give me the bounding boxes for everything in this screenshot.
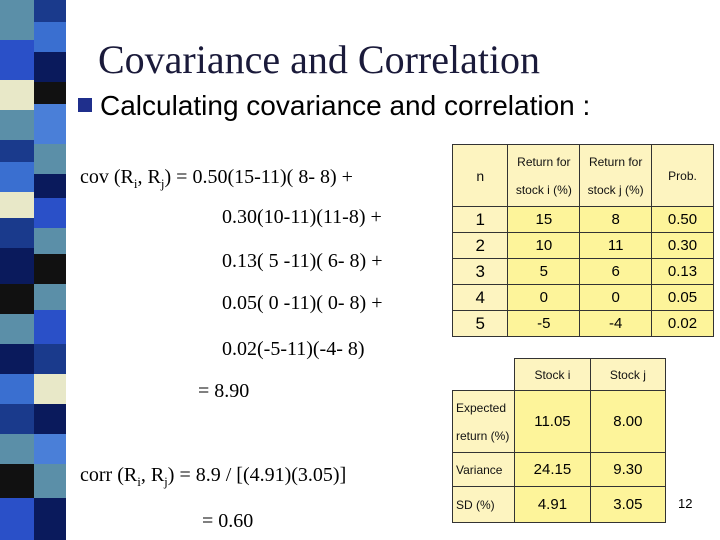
slide-title: Covariance and Correlation: [98, 37, 541, 82]
header-return-j: Return for stock j (%): [580, 145, 652, 207]
header-prob: Prob.: [652, 145, 714, 207]
table-row: SD (%) 4.91 3.05: [453, 487, 666, 523]
table-row: 3 5 6 0.13: [453, 259, 714, 285]
row-label-expected: Expected return (%): [453, 391, 515, 453]
table-row: 1 15 8 0.50: [453, 207, 714, 233]
page-number: 12: [678, 496, 693, 511]
stats-table: [452, 358, 666, 523]
table-row: Expected return (%) 11.05 8.00: [453, 391, 666, 453]
bullet-text: Calculating covariance and correlation :: [100, 90, 591, 121]
cov-line-1: cov ($R_i$, $R_j) = 0.50(15-11)$( 8- 8) +: [80, 166, 353, 191]
decorative-stripe: [0, 0, 66, 540]
cov-line-4: 0.05( 0 -11)( 0- 8) +: [222, 292, 383, 314]
header-stock-i: Stock i: [515, 359, 591, 391]
table-row: 4 0 0 0.05: [453, 285, 714, 311]
table-row: 5 -5 -4 0.02: [453, 311, 714, 337]
table-row: Variance 24.15 9.30: [453, 453, 666, 487]
header-stock-j: Stock j: [590, 359, 665, 391]
returns-table: [452, 144, 714, 337]
header-return-i: Return for stock i (%): [508, 145, 580, 207]
header-n: n: [453, 145, 508, 207]
cov-line-2: 0.30(10-11)(11-8) +: [222, 206, 382, 228]
row-label-sd: SD (%): [453, 487, 515, 523]
table-row: 2 10 11 0.30: [453, 233, 714, 259]
bullet-square-icon: [78, 98, 92, 112]
cov-line-5: 0.02(-5-11)(-4- 8): [222, 338, 365, 360]
cov-line-3: 0.13( 5 -11)( 6- 8) +: [222, 250, 383, 272]
corr-line: corr ($R_i$, $R_j) = 8.9 / [(4.91)(3.05)]$: [80, 464, 347, 489]
row-label-variance: Variance: [453, 453, 515, 487]
corr-result: = 0.60: [202, 510, 254, 532]
cov-result: = 8.90: [198, 380, 250, 402]
